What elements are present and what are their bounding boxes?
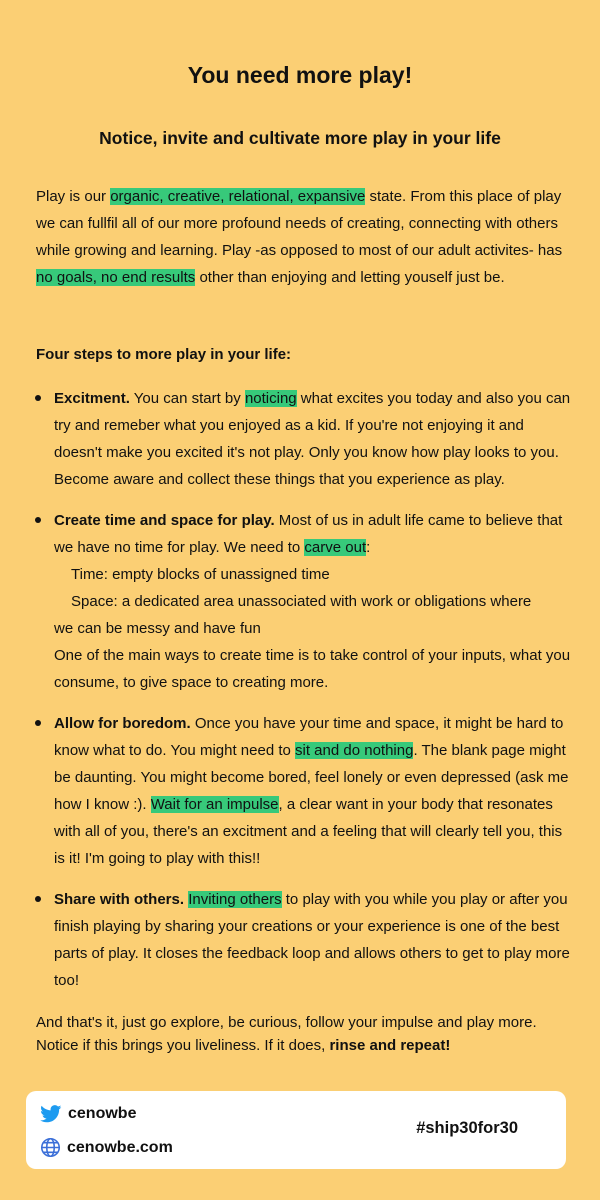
twitter-row[interactable] — [40, 1105, 136, 1123]
step-boredom — [36, 710, 572, 872]
step-text: Once you have your time and space, it might be hard to know what to do. You might need to — [54, 715, 564, 759]
highlight: noticing — [244, 390, 297, 407]
step-paragraph: One of the main ways to create time is to take control of your inputs, what you consume, to give space to creating more. — [54, 647, 571, 691]
step-text: , a clear want in your body that resonates with all of you, there's an excitment and a feeling that will clearly tell you, this is it! I'm going to play with this!! — [54, 796, 563, 867]
time-line: Time: empty blocks of unassigned time — [71, 566, 330, 583]
author-card — [26, 1091, 566, 1169]
website-link: cenowbe.com — [67, 1138, 173, 1156]
step-text: You can start by — [129, 390, 245, 407]
highlight: no goals, no end results — [36, 269, 196, 286]
step-title: Excitment. — [54, 390, 130, 407]
steps-heading: Four steps to more play in your life: — [36, 346, 292, 363]
step-time-space — [36, 507, 572, 696]
step-text: : — [366, 539, 371, 556]
step-title: Allow for boredom. — [54, 715, 191, 732]
space-line: Space: a dedicated area unassociated with work or obligations where — [71, 593, 532, 610]
step-text: . The blank page might be daunting. You might become bored, feel lonely or even depressed (ask me how I know :). — [54, 742, 569, 813]
website-row[interactable] — [40, 1137, 173, 1158]
step-title: Create time and space for play. — [54, 512, 275, 529]
space-line-cont: we can be messy and have fun — [54, 620, 261, 637]
step-text: Most of us in adult life came to believe that we have no time for play. We need to — [54, 512, 563, 556]
intro-text: state. From this place of play we can fullfil all of our more profound needs of creating, connecting with others while growing and learning. Play -as opposed to most of our adult activites- has — [36, 188, 563, 259]
twitter-icon — [40, 1105, 62, 1123]
globe-icon — [40, 1137, 61, 1158]
highlight: organic, creative, relational, expansive — [110, 188, 366, 205]
intro-text: other than enjoying and letting youself just be. — [195, 269, 505, 286]
step-excitement — [36, 385, 572, 493]
highlight: carve out — [304, 539, 367, 556]
step-text: to play with you while you play or after you finish playing by sharing your creations or your experience is one of the best parts of play. It closes the feedback loop and allows others to get to play more too! — [54, 891, 570, 989]
step-share — [36, 886, 572, 994]
page-subtitle: Notice, invite and cultivate more play in your life — [99, 128, 501, 148]
step-title: Share with others. — [54, 891, 185, 908]
outro-paragraph — [36, 1011, 572, 1057]
step-text: what excites you today and also you can try and remeber what you enjoyed as a kid. If you're not enjoying it and doesn't make you excited it's not play. Only you know how play looks to you. Become aware and collect these things that you experience as play. — [54, 390, 571, 488]
highlight: Inviting others — [188, 891, 282, 908]
intro-paragraph — [36, 183, 572, 291]
step-paragraph — [54, 507, 572, 561]
hashtag: #ship30for30 — [416, 1119, 518, 1137]
steps-list — [36, 385, 572, 1008]
intro-text: Play is our — [36, 188, 111, 205]
outro-text: And that's it, just go explore, be curious, follow your impulse and play more. Notice if this brings you liveliness. If it does, — [36, 1014, 537, 1054]
twitter-handle: cenowbe — [68, 1105, 137, 1122]
page-title: You need more play! — [187, 62, 413, 88]
highlight: sit and do nothing — [295, 742, 414, 759]
outro-bold: rinse and repeat! — [329, 1037, 451, 1054]
highlight: Wait for an impulse — [150, 796, 279, 813]
